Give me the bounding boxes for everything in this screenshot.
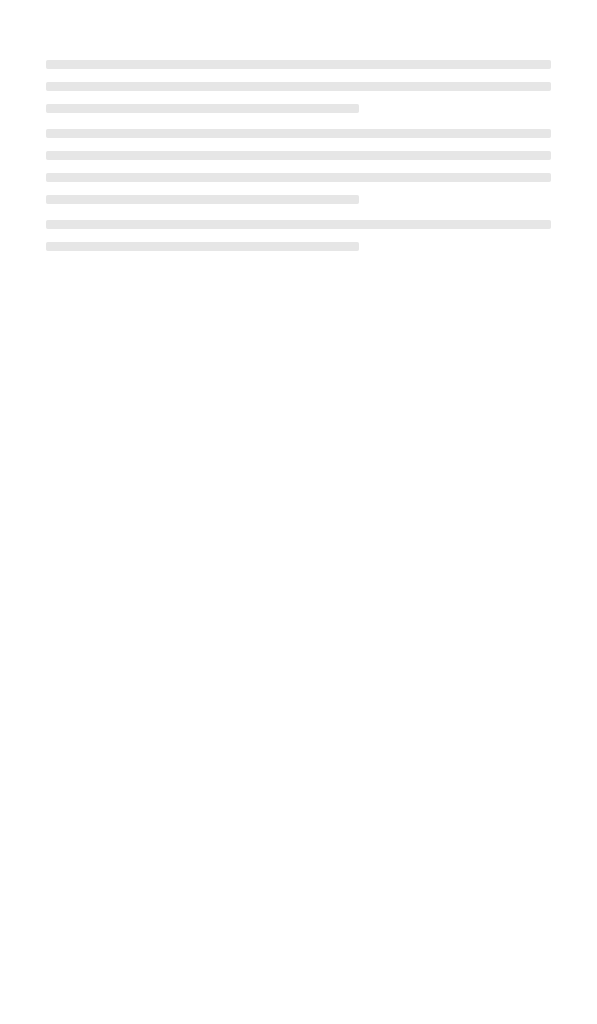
paragraph-placeholder bbox=[46, 60, 551, 113]
text-line-placeholder bbox=[46, 195, 359, 204]
text-line-placeholder bbox=[46, 129, 551, 138]
text-line-placeholder bbox=[46, 242, 359, 251]
text-line-placeholder bbox=[46, 104, 359, 113]
paragraph-placeholder bbox=[46, 220, 551, 251]
text-line-placeholder bbox=[46, 173, 551, 182]
text-line-placeholder bbox=[46, 60, 551, 69]
text-line-placeholder bbox=[46, 151, 551, 160]
text-line-placeholder bbox=[46, 220, 551, 229]
paragraph-placeholder bbox=[46, 129, 551, 204]
text-line-placeholder bbox=[46, 82, 551, 91]
